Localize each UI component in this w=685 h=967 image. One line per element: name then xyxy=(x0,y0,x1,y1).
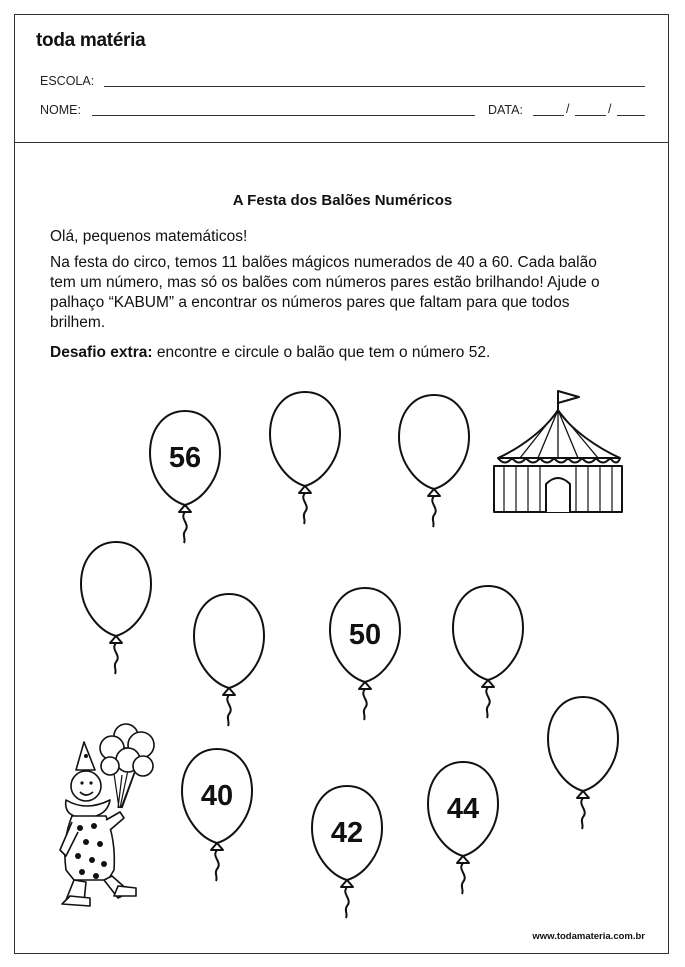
balloon[interactable] xyxy=(270,392,340,524)
footer-url[interactable]: www.todamateria.com.br xyxy=(532,931,645,942)
balloon[interactable] xyxy=(428,762,498,894)
balloon[interactable] xyxy=(312,786,382,918)
balloon-number: 50 xyxy=(348,619,382,651)
balloon[interactable] xyxy=(399,395,469,527)
brand-logo: toda matéria xyxy=(36,30,146,51)
date-separator: / xyxy=(566,102,570,116)
balloon-number: 44 xyxy=(446,793,480,825)
balloon[interactable] xyxy=(81,542,151,674)
balloon-shape xyxy=(548,697,618,829)
balloon-number: 40 xyxy=(200,780,234,812)
balloon-shape xyxy=(150,411,220,543)
balloon[interactable] xyxy=(330,588,400,720)
balloon-number: 56 xyxy=(168,442,202,474)
balloon-shape xyxy=(194,594,264,726)
balloon-shape xyxy=(330,588,400,720)
balloon-shape xyxy=(428,762,498,894)
greeting-text: Olá, pequenos matemáticos! xyxy=(50,228,248,245)
instructions-text: Na festa do circo, temos 11 balões mágicos numerados de 40 a 60. Cada balão tem um número, mas só os balões com números pares estão brilhando! Ajude o palhaço “KABUM” a encontrar os números pares que faltam para que todos brilhem. xyxy=(50,254,600,331)
balloon-shape xyxy=(453,586,523,718)
balloon[interactable] xyxy=(548,697,618,829)
challenge-body: encontre e circule o balão que tem o número 52. xyxy=(152,344,491,361)
balloon-number: 42 xyxy=(330,817,364,849)
balloon-shape xyxy=(312,786,382,918)
name-label: NOME: xyxy=(40,103,81,117)
balloon-shape xyxy=(182,749,252,881)
school-label: ESCOLA: xyxy=(40,74,95,88)
challenge-label: Desafio extra: xyxy=(50,344,153,361)
circus-tent-icon xyxy=(494,391,622,512)
balloon-shape xyxy=(270,392,340,524)
clown-with-balloons-icon xyxy=(60,724,154,906)
balloon[interactable] xyxy=(150,411,220,543)
date-separator: / xyxy=(608,102,612,116)
balloon[interactable] xyxy=(453,586,523,718)
worksheet-title: A Festa dos Balões Numéricos xyxy=(232,192,453,209)
balloon-shape xyxy=(81,542,151,674)
date-label: DATA: xyxy=(488,103,523,117)
balloon[interactable] xyxy=(182,749,252,881)
balloon-shape xyxy=(399,395,469,527)
balloon[interactable] xyxy=(194,594,264,726)
